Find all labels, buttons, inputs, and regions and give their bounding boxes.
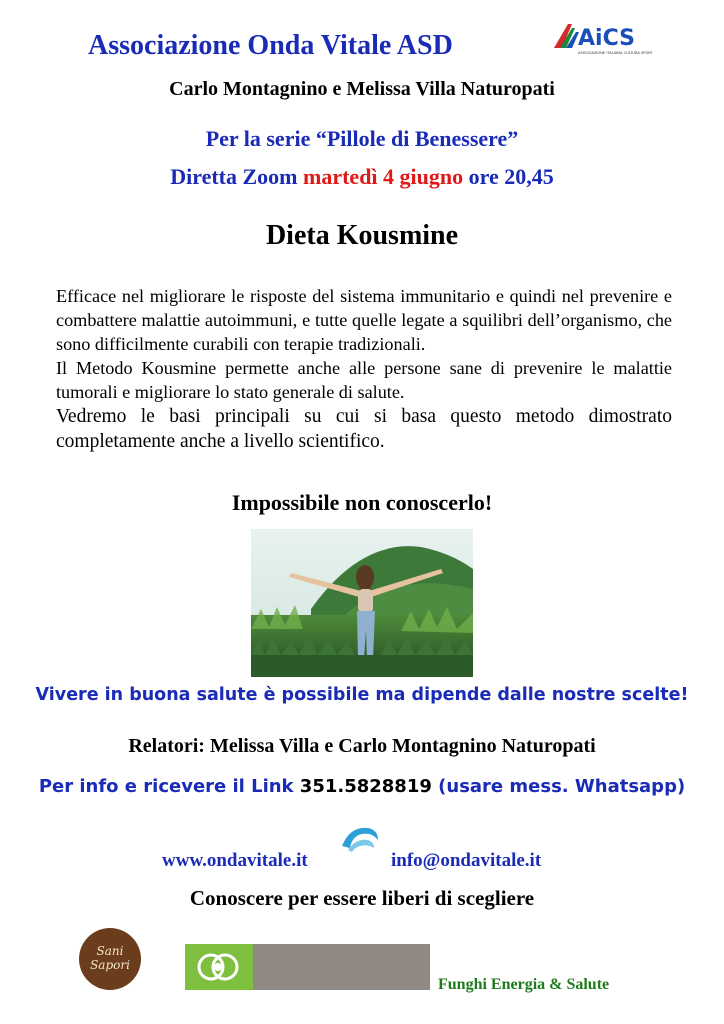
speakers: Relatori: Melissa Villa e Carlo Montagnino Naturopati xyxy=(128,735,596,757)
callout: Impossibile non conoscerlo! xyxy=(231,490,493,515)
body-paragraph-2: Il Metodo Kousmine permette anche alle persone sane di prevenire le malattie tumorali e migliorare lo stato generale di salute. xyxy=(56,358,672,402)
body-text xyxy=(56,284,672,454)
sani-sapori-line2: Sapori xyxy=(90,958,130,972)
zoom-line xyxy=(0,164,724,190)
association-title: Associazione Onda Vitale ASD xyxy=(88,30,453,61)
event-time: ore 20,45 xyxy=(463,164,554,189)
body-paragraph-3: Vedremo le basi principali su cui si basa questo metodo dimostrato completamente anche a livello scientifico. xyxy=(56,406,672,452)
aics-logo-text: AiCS xyxy=(578,26,635,51)
series-line: Per la serie “Pillole di Benessere” xyxy=(205,126,519,151)
page-heading: Dieta Kousmine xyxy=(265,220,459,251)
aics-logo xyxy=(548,18,653,58)
sani-sapori-line1: Sani xyxy=(96,944,124,958)
funghi-energia-label: Funghi Energia & Salute xyxy=(438,976,610,993)
info-prefix: Per info e ricevere il Link xyxy=(38,776,300,797)
sani-sapori-logo xyxy=(79,928,141,990)
email-link[interactable]: info@ondavitale.it xyxy=(391,850,542,871)
event-date: martedì 4 giugno xyxy=(303,164,464,189)
woman-in-meadow-photo xyxy=(251,529,473,677)
aics-logo-tagline: ASSOCIAZIONE ITALIANA CULTURA SPORT xyxy=(578,51,653,55)
phone-number[interactable]: 351.5828819 xyxy=(299,776,432,797)
motto: Conoscere per essere liberi di scegliere xyxy=(189,886,535,910)
zoom-prefix: Diretta Zoom xyxy=(170,164,304,189)
subtitle: Carlo Montagnino e Melissa Villa Naturopati xyxy=(169,78,555,100)
info-line xyxy=(0,776,724,797)
info-suffix: (usare mess. Whatsapp) xyxy=(431,776,686,797)
tagline: Vivere in buona salute è possibile ma dipende dalle nostre scelte! xyxy=(35,685,689,705)
wave-logo-icon xyxy=(338,820,382,856)
funghi-logo-icon xyxy=(185,944,253,990)
website-link[interactable]: www.ondavitale.it xyxy=(162,850,308,871)
body-paragraph-1: Efficace nel migliorare le risposte del sistema immunitario e quindi nel prevenire e combattere malattie autoimmuni, e tutte quelle legate a squilibri dell’organismo, che sono difficilmente curabili con terapie tradizionali. xyxy=(56,286,672,354)
